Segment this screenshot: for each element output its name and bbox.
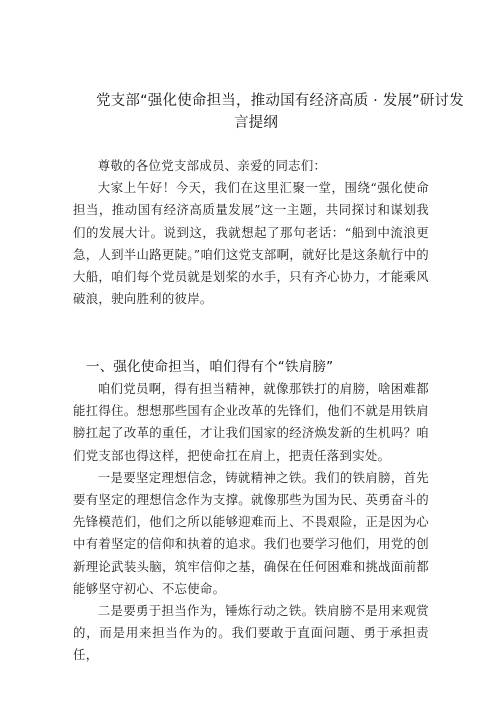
intro-block	[73, 155, 429, 310]
greeting-paragraph: 尊敬的各位党支部成员、亲爱的同志们：	[97, 158, 327, 173]
title-line-1: 党支部“强化使命担当，推动国有经济高质 · 发展”研讨发	[96, 93, 464, 109]
section-1-body	[73, 378, 429, 667]
title-line-2: 言提纲	[233, 115, 279, 131]
section-1-paragraph-2: 一是要坚定理想信念，铸就精神之铁。我们的铁肩膀，首先要有坚定的理想信念作为支撑。就像那些为国为民、英勇奋斗的先锋模范们，他们之所以能够迎难而上、不畏艰险，正是因为心中有着坚定的信仰和执着的追求。我们也要学习他们，用党的创新理论武装头脑，筑牢信仰之基，确保在任何困难和挑战面前都能够坚守初心、不忘使命。	[73, 469, 429, 596]
document-title	[96, 90, 464, 134]
section-1-heading: 一、强化使命担当，咱们得有个“铁肩膀”	[86, 359, 334, 375]
intro-paragraph: 大家上午好！今天，我们在这里汇聚一堂，围绕“强化使命担当，推动国有经济高质量发展”这一主题，共同探讨和谋划我们的发展大计。说到这，我就想起了那句老话：“船到中流浪更急，人到半山路更陡。”咱们这党支部啊，就好比是这条航行中的大船，咱们每个党员就是划桨的水手，只有齐心协力，才能乘风破浪，驶向胜利的彼岸。	[73, 180, 429, 307]
section-1-paragraph-3: 二是要勇于担当作为，锤炼行动之铁。铁肩膀不是用来观赏的，而是用来担当作为的。我们要敢于直面问题、勇于承担责任，	[73, 603, 429, 663]
section-1-paragraph-1: 咱们党员啊，得有担当精神，就像那铁打的肩膀，啥困难都能扛得住。想想那些国有企业改革的先锋们，他们不就是用铁肩膀扛起了改革的重任，才让我们国家的经济焕发新的生机吗？咱们党支部也得这样，把使命扛在肩上，把责任落到实处。	[73, 381, 429, 463]
